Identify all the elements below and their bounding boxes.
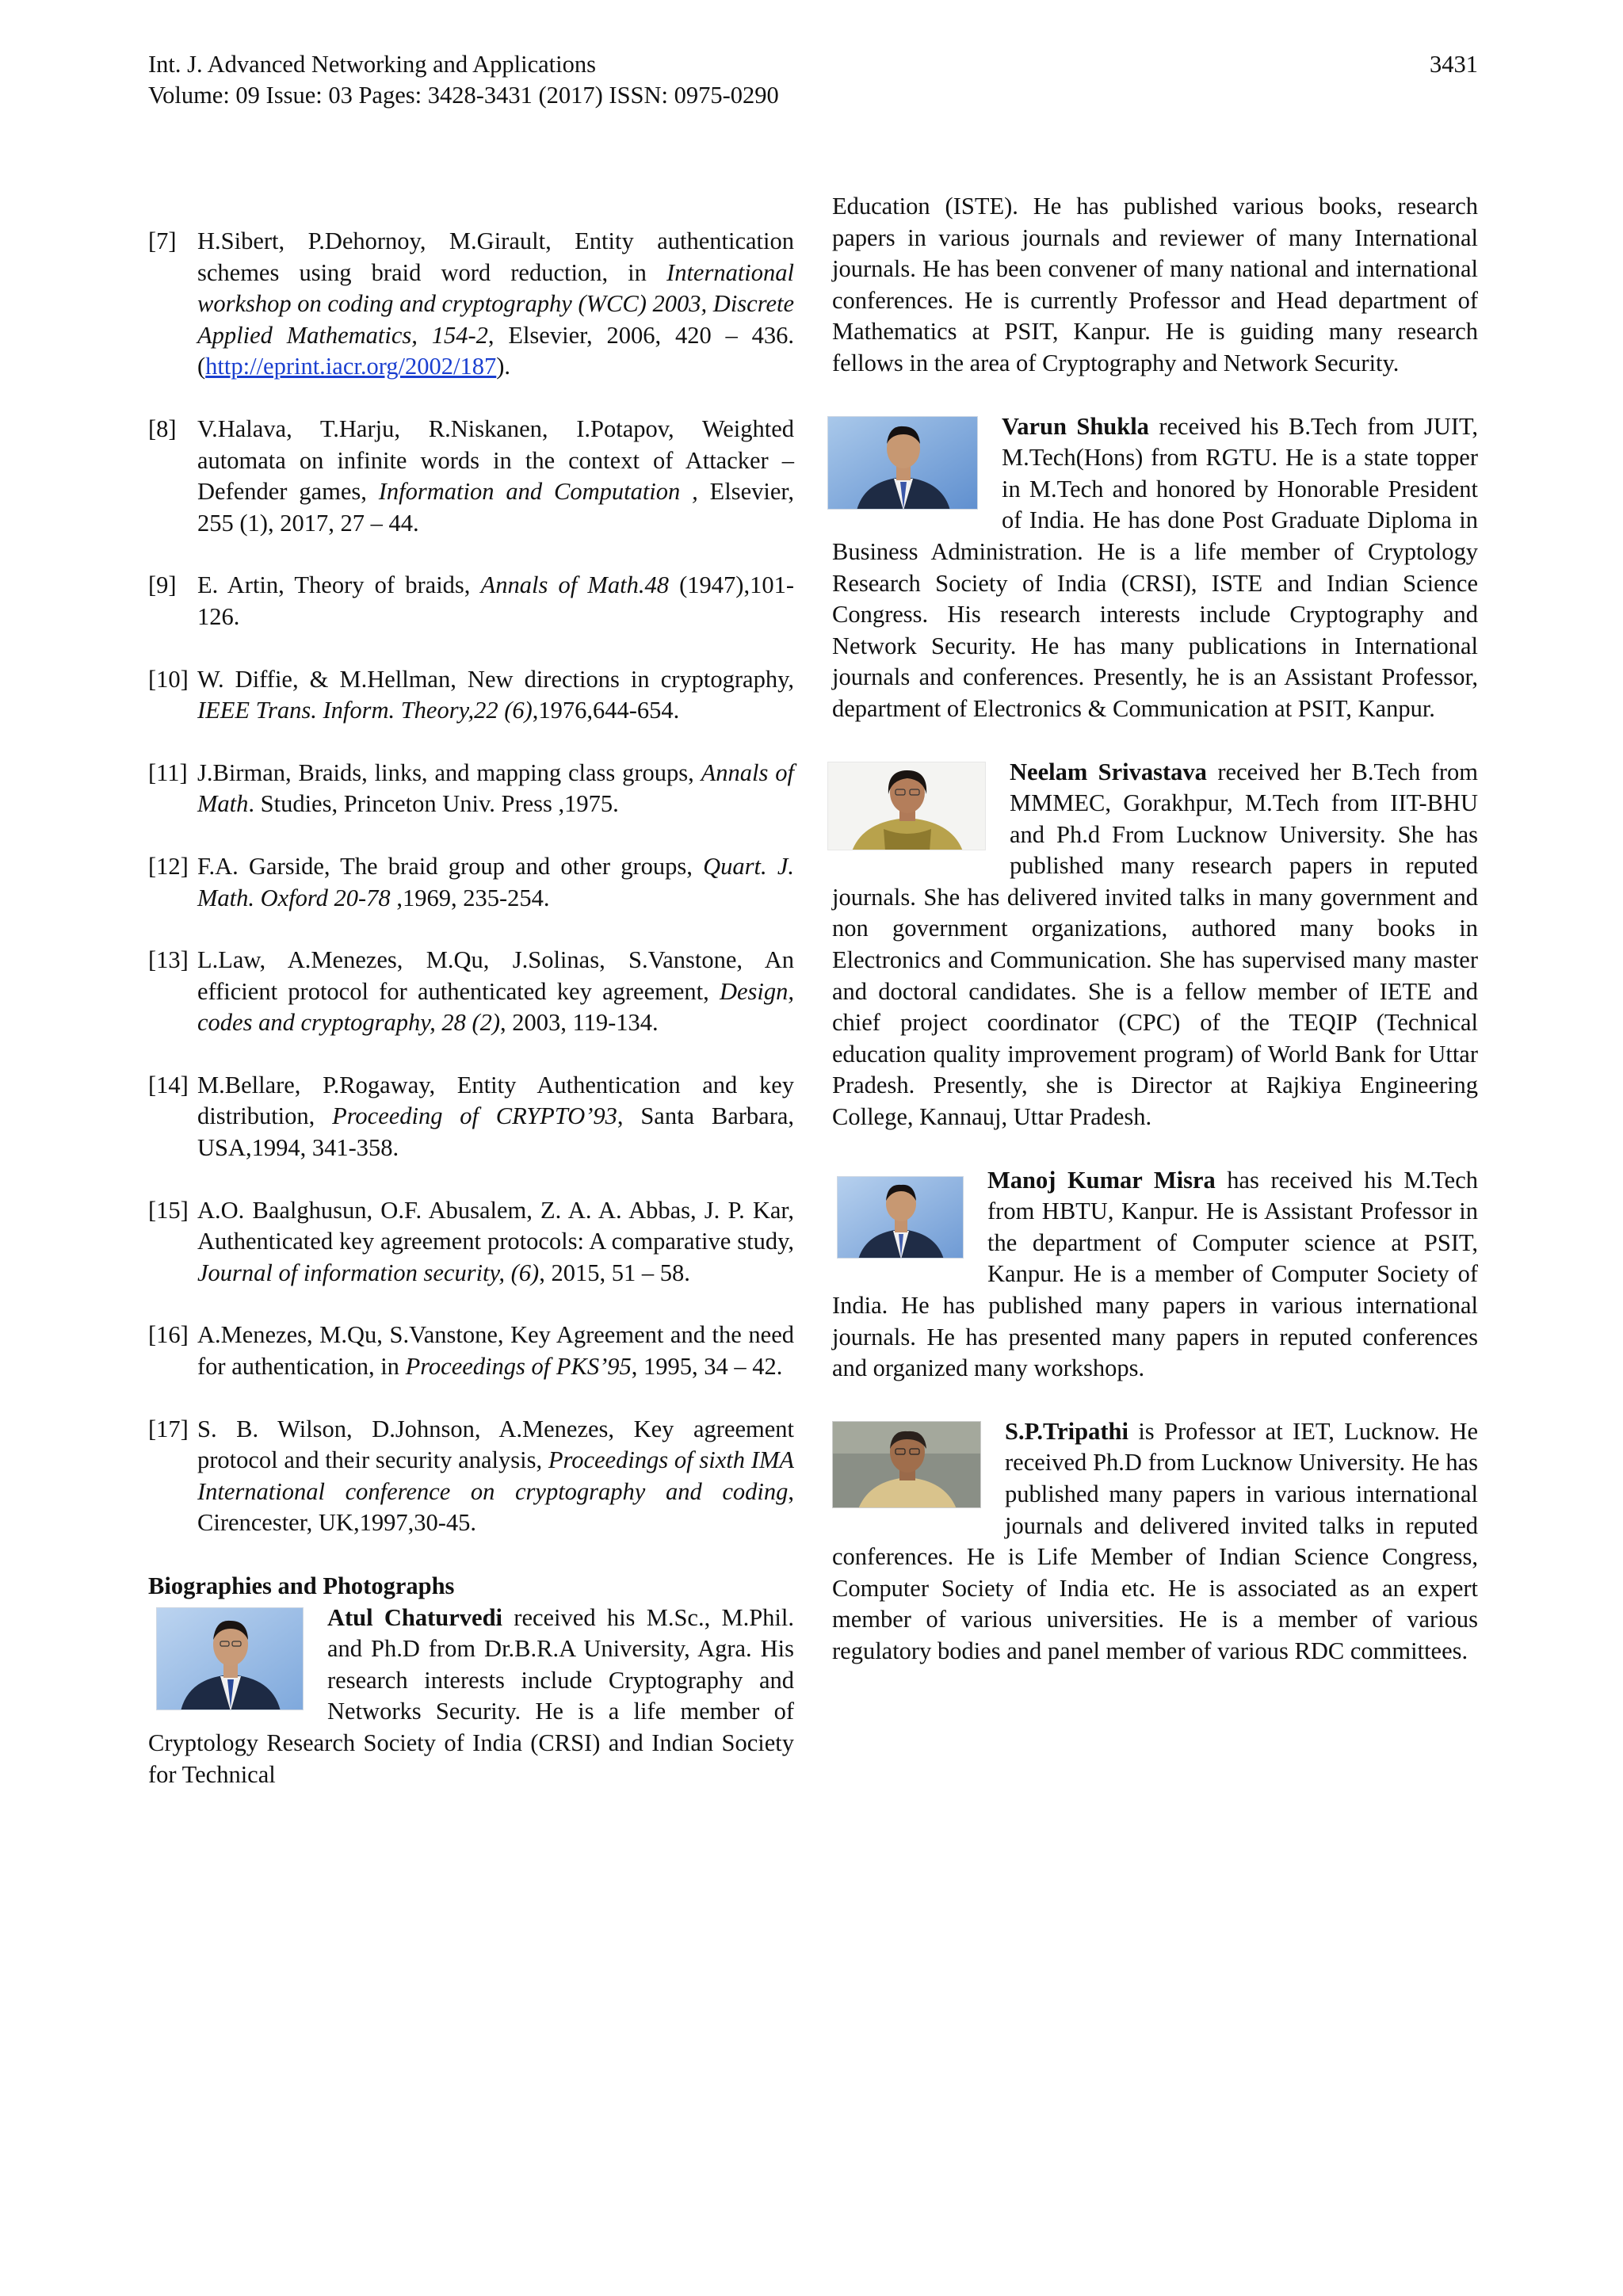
reference-number: [15] (148, 1196, 189, 1224)
reference-text: E. Artin, Theory of braids, (197, 571, 481, 599)
reference-text: W. Diffie, & M.Hellman, New directions in cryptography, (197, 665, 794, 693)
bio-name: Neelam Srivastava (1010, 758, 1207, 785)
journal-name: Int. J. Advanced Networking and Applications (148, 51, 596, 78)
reference-number: [7] (148, 227, 177, 254)
reference-text: M.Bellare, P.Rogaway, Entity Authentication and key distribution, (197, 1071, 794, 1130)
reference-list (148, 226, 794, 1539)
portrait-image (157, 1608, 304, 1710)
reference-item (148, 414, 794, 539)
reference-text: L.Law, A.Menezes, M.Qu, J.Solinas, S.Vanstone, An efficient protocol for authenticated key agreement, (197, 946, 794, 1005)
bio-manoj-kumar-misra (832, 1165, 1478, 1385)
bio-text: received his B.Tech from JUIT, M.Tech(Hons) from RGTU. He is a state topper in M.Tech and honored by Honorable President of India. He has done Post Graduate Diploma in Business Administration. He is a life member of Cryptology Research Society of India (CRSI), ISTE and Indian Science Congress. His research interests include Cryptography and Network Security. He has many publications in International journals and conferences. Presently, he is an Assistant Professor, department of Electronics & Communication at PSIT, Kanpur. (832, 412, 1479, 722)
photo-sp-tripathi (832, 1421, 981, 1508)
bio-name: Atul Chaturvedi (327, 1603, 503, 1631)
reference-details: Elsevier, 255 (1), 2017, 27 – 44. (197, 478, 794, 537)
reference-details: (1947),101-126. (197, 571, 794, 630)
photo-varun-shukla (827, 416, 978, 510)
bio-name: S.P.Tripathi (1005, 1417, 1128, 1445)
reference-details: ,1969, 235-254. (390, 884, 550, 911)
photo-neelam-srivastava (827, 762, 986, 850)
bio-neelam-srivastava (832, 757, 1478, 1133)
reference-number: [17] (148, 1415, 189, 1442)
bio-varun-shukla (832, 411, 1478, 725)
reference-source: Information and Computation , (378, 478, 698, 506)
reference-text: A.Menezes, M.Qu, S.Vanstone, Key Agreement and the need for authentication, in (197, 1321, 794, 1381)
reference-source: Proceedings of PKS’95 (405, 1353, 632, 1381)
running-head (148, 49, 1478, 111)
reference-item (148, 1070, 794, 1164)
reference-source: Proceedings of sixth IMA International conference on cryptography and coding (197, 1446, 794, 1505)
reference-tail: ). (496, 353, 511, 380)
reference-number: [9] (148, 571, 177, 599)
volume-line: Volume: 09 Issue: 03 Pages: 3428-3431 (2017) ISSN: 0975-0290 (148, 82, 779, 109)
reference-text: H.Sibert, P.Dehornoy, M.Girault, Entity authentication schemes using braid word reduction, in (197, 227, 794, 286)
reference-details: , Elsevier, 2006, 420 – 436. ( (197, 321, 794, 380)
bio-text: is Professor at IET, Lucknow. He received Ph.D from Lucknow University. He has published many papers in various international journals and delivered invited talks in reputed conferences. He is Life Member of Indian Science Congress, Computer Society of India etc. He is associated as an expert member of various universities. He is a member of various regulatory bodies and panel member of various RDC committees. (832, 1417, 1478, 1664)
portrait-image (828, 417, 978, 510)
reference-source: Quart. J. Math. Oxford 20-78 (197, 852, 794, 911)
reference-source: Design, codes and cryptography, 28 (2) (197, 977, 794, 1037)
reference-text: F.A. Garside, The braid group and other groups, (197, 852, 704, 880)
biographies-heading: Biographies and Photographs (148, 1572, 455, 1599)
photo-atul-chaturvedi (156, 1607, 304, 1710)
portrait-image (833, 1422, 981, 1508)
bio-sp-tripathi (832, 1416, 1478, 1668)
bio-text: received her B.Tech from MMMEC, Gorakhpur, M.Tech from IIT-BHU and Ph.d From Lucknow University. She has published many research papers in reputed journals. She has delivered invited talks in many government and non government organizations, authored many books in Electronics and Communication. She has supervised many master and doctoral candidates. She is a fellow member of IETE and chief project coordinator (CPC) of the TEQIP (Technical education quality improvement program) of World Bank for Uttar Pradesh. Presently, she is Director at Rajkiya Engineering College, Kannauj, Uttar Pradesh. (832, 758, 1479, 1131)
bio-text: received his M.Sc., M.Phil. and Ph.D from Dr.B.R.A University, Agra. His research interests include Cryptography and Networks Security. He is a life member of Cryptology Research Society of India (CRSI) and Indian Society for Technical (148, 1603, 794, 1788)
reference-number: [14] (148, 1071, 189, 1098)
reference-details: , 2003, 119-134. (500, 1009, 659, 1037)
reference-number: [11] (148, 758, 188, 786)
bio-atul-continuation: Education (ISTE). He has published various books, research papers in various journals and reviewer of many International journals. He has been convener of many national and international conferences. He is currently Professor and Head department of Mathematics at PSIT, Kanpur. He is guiding many research fellows in the area of Cryptography and Network Security. (832, 193, 1478, 376)
reference-text: J.Birman, Braids, links, and mapping class groups, (197, 758, 701, 786)
page-number: 3431 (1430, 51, 1478, 78)
reference-source: Proceeding of CRYPTO’93 (332, 1102, 617, 1130)
reference-number: [10] (148, 665, 189, 693)
reference-details: . Studies, Princeton Univ. Press ,1975. (248, 790, 619, 818)
reference-item (148, 758, 794, 820)
reference-source: IEEE Trans. Inform. Theory,22 (6) (197, 697, 533, 724)
reference-number: [12] (148, 852, 189, 880)
bio-name: Manoj Kumar Misra (987, 1166, 1216, 1194)
reference-text: A.O. Baalghusun, O.F. Abusalem, Z. A. A. Abbas, J. P. Kar, Authenticated key agreement protocols: A comparative study, (197, 1196, 794, 1255)
reference-source: International workshop on coding and cryptography (WCC) 2003, Discrete Applied Mathematics, 154-2 (197, 258, 794, 349)
reference-item (148, 1414, 794, 1539)
reference-item (148, 851, 794, 914)
photo-manoj-kumar-misra (837, 1176, 964, 1259)
reference-source: Journal of information security, (6) (197, 1259, 540, 1286)
reference-item (148, 1320, 794, 1382)
reference-source: Annals of Math.48 (480, 571, 669, 599)
reference-item (148, 1195, 794, 1289)
reference-text: S. B. Wilson, D.Johnson, A.Menezes, Key agreement protocol and their security analysis, (197, 1415, 794, 1474)
portrait-image (838, 1177, 964, 1259)
reference-item (148, 664, 794, 727)
reference-source: Annals of Math (197, 758, 794, 818)
portrait-image (828, 762, 986, 850)
reference-details: ,1976,644-654. (532, 697, 680, 724)
reference-number: [16] (148, 1321, 189, 1349)
bio-text: has received his M.Tech from HBTU, Kanpur. He is Assistant Professor in the department of Computer science at PSIT, Kanpur. He is a member of Computer Society of India. He has published many papers in various international journals. He has presented many papers in reputed conferences and organized many workshops. (832, 1166, 1478, 1382)
bio-atul-chaturvedi (148, 1603, 794, 1791)
reference-number: [8] (148, 415, 177, 442)
reference-number: [13] (148, 946, 189, 974)
reference-details: , 1995, 34 – 42. (631, 1353, 783, 1381)
right-column (832, 191, 1478, 1668)
reference-details: , 2015, 51 – 58. (539, 1259, 690, 1286)
reference-details: , Santa Barbara, USA,1994, 341-358. (197, 1102, 795, 1162)
reference-details: , Cirencester, UK,1997,30-45. (197, 1477, 794, 1537)
reference-item (148, 945, 794, 1039)
reference-item (148, 226, 794, 383)
bio-name: Varun Shukla (1002, 412, 1149, 440)
left-column (148, 191, 794, 1790)
reference-link[interactable]: http://eprint.iacr.org/2002/187 (205, 353, 497, 380)
reference-item (148, 570, 794, 632)
reference-text: V.Halava, T.Harju, R.Niskanen, I.Potapov, Weighted automata on infinite words in the context of Attacker – Defender games, (197, 415, 794, 506)
